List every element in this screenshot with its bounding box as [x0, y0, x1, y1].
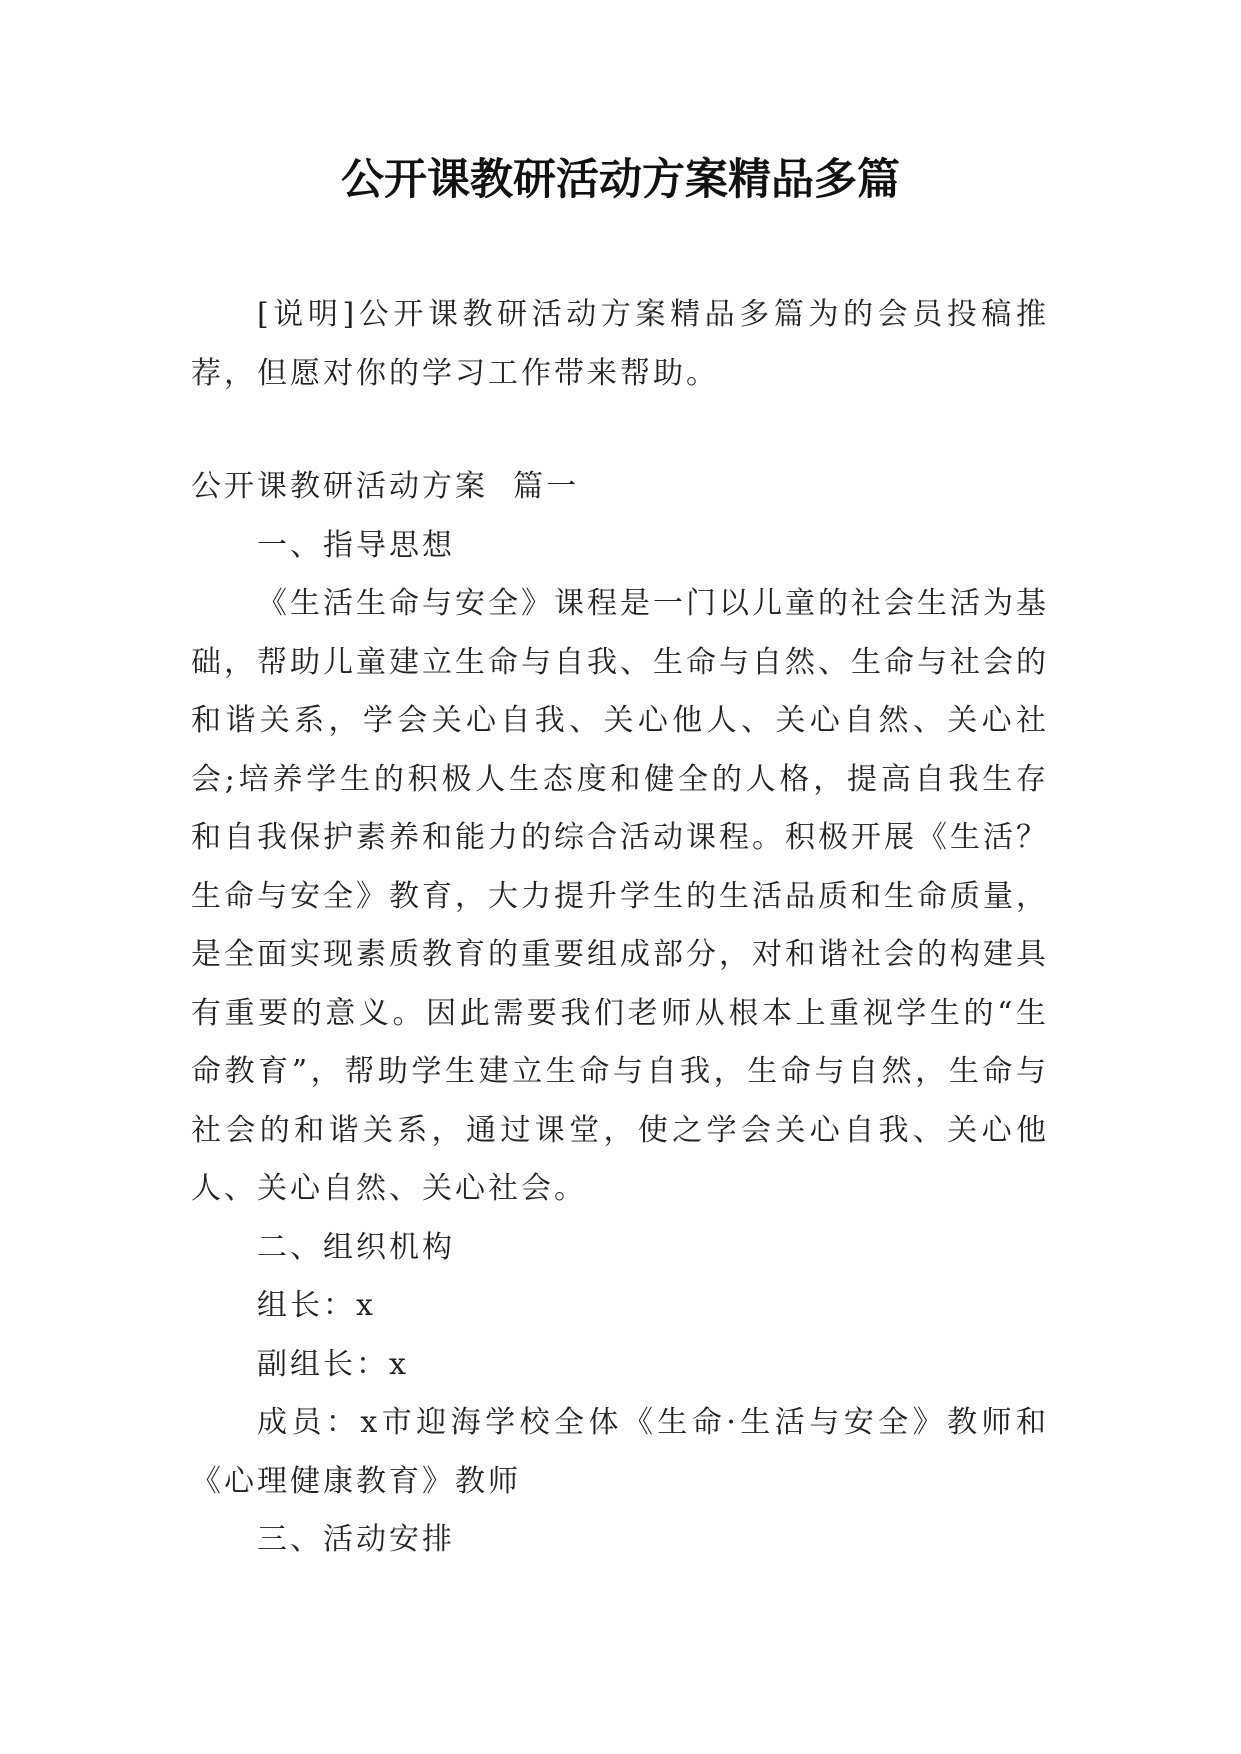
members-paragraph: 成员：x市迎海学校全体《生命·生活与安全》教师和《心理健康教育》教师 — [191, 1405, 1049, 1499]
part3-heading: 三、活动安排 — [257, 1522, 455, 1557]
vice-leader-line: 副组长：x — [257, 1346, 409, 1382]
intro-paragraph: [说明]公开课教研活动方案精品多篇为的会员投稿推荐，但愿对你的学习工作带来帮助。 — [191, 297, 1049, 391]
part1-heading: 一、指导思想 — [257, 527, 455, 563]
intro-block — [191, 286, 1049, 403]
part2-heading: 二、组织机构 — [257, 1229, 455, 1265]
section-heading: 公开课教研活动方案 篇一 — [191, 469, 580, 504]
leader-line: 组长：x — [257, 1288, 376, 1323]
content-block — [191, 458, 1049, 1570]
document-title: 公开课教研活动方案精品多篇 — [341, 155, 900, 205]
part1-paragraph: 《生活生命与安全》课程是一门以儿童的社会生活为基础，帮助儿童建立生命与自我、生命与自然、生命与社会的和谐关系，学会关心自我、关心他人、关心自然、关心社会;培养学生的积极人生态度和健全的人格，提高自我生存和自我保护素养和能力的综合活动课程。积极开展《生活？生命与安全》教育，大力提升学生的生活品质和生命质量，是全面实现素质教育的重要组成部分，对和谐社会的构建具有重要的意义。因此需要我们老师从根本上重视学生的“生命教育”，帮助学生建立生命与自我，生命与自然，生命与社会的和谐关系，通过课堂，使之学会关心自我、关心他人、关心自然、关心社会。 — [191, 586, 1049, 1206]
